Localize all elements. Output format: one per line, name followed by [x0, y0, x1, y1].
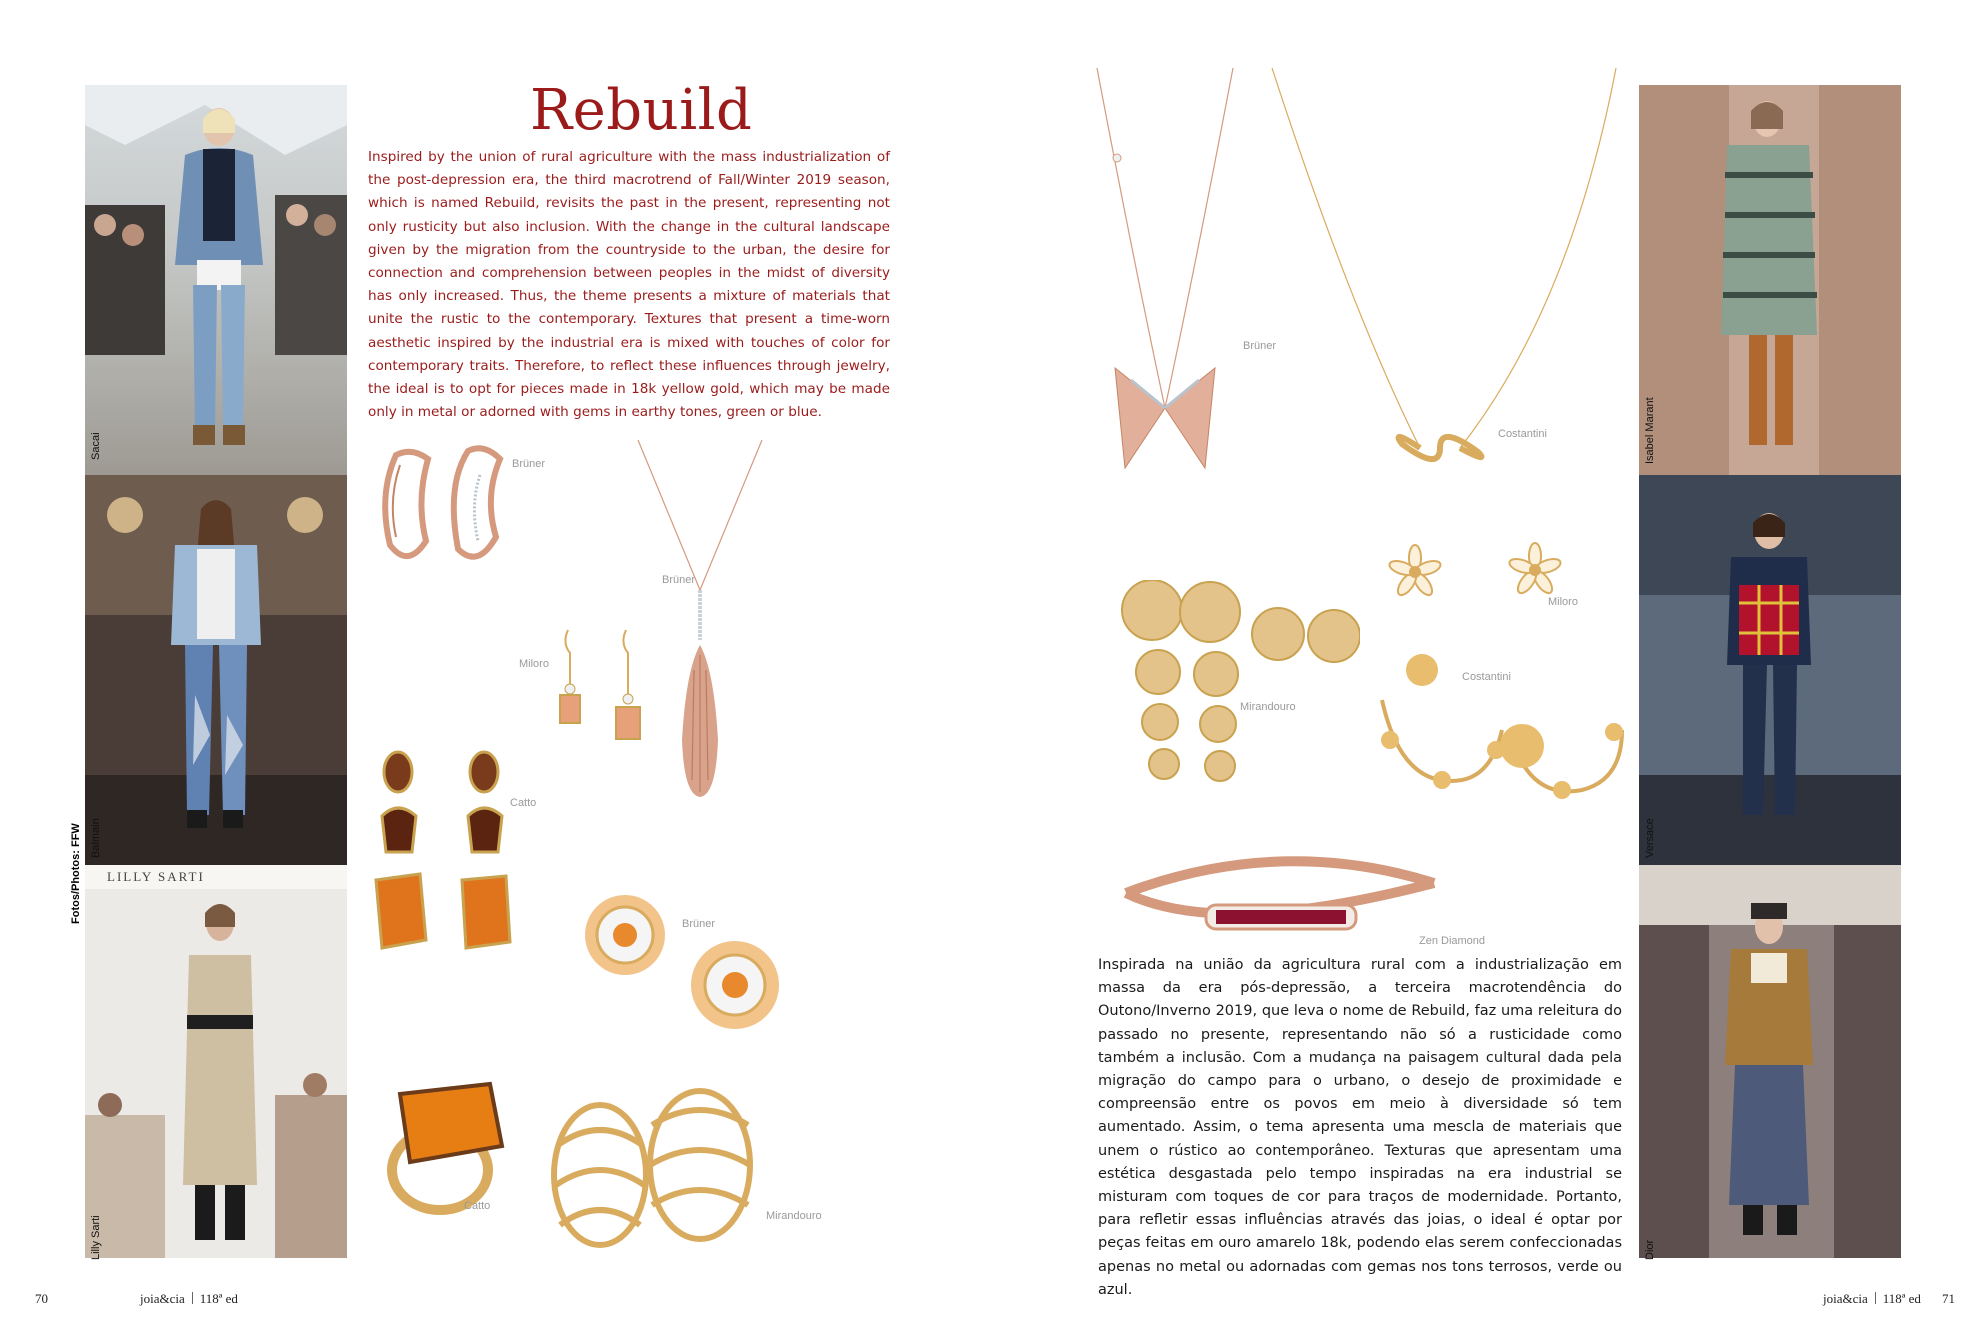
bruner-rose-gold-earrings [368, 445, 518, 585]
catto-amber-ring [378, 1070, 518, 1220]
footer-right [1823, 1291, 1921, 1307]
label-bruner-sun: Brüner [682, 918, 716, 930]
edition-right: 118ª ed [1882, 1291, 1921, 1306]
mirandouro-rope-rings [540, 1085, 770, 1255]
label-catto-earrings: Catto [510, 797, 537, 809]
runway-photo-versace-image [1639, 475, 1901, 865]
runway-photo-dior-image [1639, 865, 1901, 1258]
english-body-text: Inspired by the union of rural agriculture with the mass industrialization of the post-depression era, the third macrotrend of Fall/Winter 2019 season, which is named Rebuild, revisits the past in the present, representing not only rusticity but also inclusion. With the change in the cultural landscape given by the migration from the countryside to the urban, the desire for connection and comprehension between peoples in the midst of diversity has only increased. Thus, the theme presents a mixture of materials that unite the rustic to the contemporary. Textures that present a time-worn aesthetic inspired by the industrial era is mixed with touches of color for contemporary traits. Therefore, to reflect these influences through jewelry, the ideal is to opt for pieces made in 18k yellow gold, which may be made only in metal or adorned with gems in earthy tones, green or blue. [368, 149, 890, 421]
caption-dior: Dior [1644, 1239, 1656, 1260]
runway-photo-balmain [85, 475, 347, 865]
runway-photo-isabel-marant [1639, 85, 1901, 475]
label-bruner-butterfly: Brüner [1243, 340, 1277, 352]
runway-photo-dior [1639, 865, 1901, 1258]
footer-separator-right [1875, 1292, 1876, 1304]
bruner-sun-earrings [575, 885, 795, 1045]
zen-diamond-ruby-bracelet [1120, 845, 1440, 940]
magazine-name-left: joia&cia [140, 1291, 185, 1306]
caption-balmain: Balmain [90, 818, 102, 858]
catto-drop-earrings [372, 748, 512, 968]
portuguese-body-text: Inspirada na união da agricultura rural com a industrialização em massa da era pós-depressão, a terceira macrotendência do Outono/Inverno 2019, que leva o nome de Rebuild, faz uma releitura do passado no presente, representando não só a rusticidade como também a inclusão. Com a mudança na paisagem cultural dada pela migração do campo para o urbano, o desejo de proximidade e compreensão entre os povos em meio à diversidade só tem aumentado. Assim, o tema apresenta uma mescla de materiais que unem o rústico ao contemporâneo. Texturas que apresentam uma estética desgastada pelo tempo inspiradas na era industrial se misturam com toques de cor para traços de modernidade. Portanto, para refletir essas influências através das joias, o ideal é optar por peças feitas em ouro amarelo 18k, podendo elas serem confeccionadas apenas no metal ou adornadas com gemas nos tons terrosos, verde ou azul. [1098, 957, 1622, 1298]
bruner-butterfly-necklace [1095, 68, 1235, 478]
runway-photo-isabel-marant-image [1639, 85, 1901, 475]
runway-photo-lilly-sarti-image [85, 865, 347, 1258]
page-title: Rebuild [530, 78, 753, 143]
edition-left: 118ª ed [199, 1291, 238, 1306]
runway-photo-versace [1639, 475, 1901, 865]
label-mirandouro-ring: Mirandouro [766, 1210, 822, 1222]
label-catto-ring: Catto [464, 1200, 491, 1212]
footer-separator-left [192, 1292, 193, 1304]
runway-signage: LILLY SARTI [107, 869, 205, 884]
label-costantini-necklace: Costantini [1498, 428, 1547, 440]
footer-left [140, 1291, 238, 1307]
magazine-name-right: joia&cia [1823, 1291, 1868, 1306]
miloro-gem-earrings [548, 625, 658, 760]
runway-photo-lilly-sarti [85, 865, 347, 1258]
label-miloro-left: Miloro [519, 658, 549, 670]
runway-photo-sacai [85, 85, 347, 475]
page-number-right: 71 [1942, 1291, 1955, 1306]
caption-sacai: Sacai [90, 432, 102, 460]
label-bruner-pendant: Brüner [662, 574, 696, 586]
costantini-infinity-necklace [1270, 68, 1620, 478]
label-miloro-right: Miloro [1548, 596, 1578, 608]
caption-lilly-sarti: Lilly Sarti [90, 1215, 102, 1260]
label-mirandouro-discs: Mirandouro [1240, 701, 1296, 713]
caption-versace: Versace [1644, 818, 1656, 858]
label-bruner-earrings: Brüner [512, 458, 546, 470]
caption-isabel-marant: Isabel Marant [1644, 397, 1656, 464]
mirandouro-disc-earrings [1120, 580, 1360, 800]
label-costantini-hoops: Costantini [1462, 671, 1511, 683]
photo-credit: Fotos/Photos: FFW [70, 823, 82, 924]
label-zen-diamond: Zen Diamond [1419, 935, 1486, 947]
page-number-left: 70 [35, 1291, 48, 1306]
runway-photo-sacai-image [85, 85, 347, 475]
runway-photo-balmain-image [85, 475, 347, 865]
